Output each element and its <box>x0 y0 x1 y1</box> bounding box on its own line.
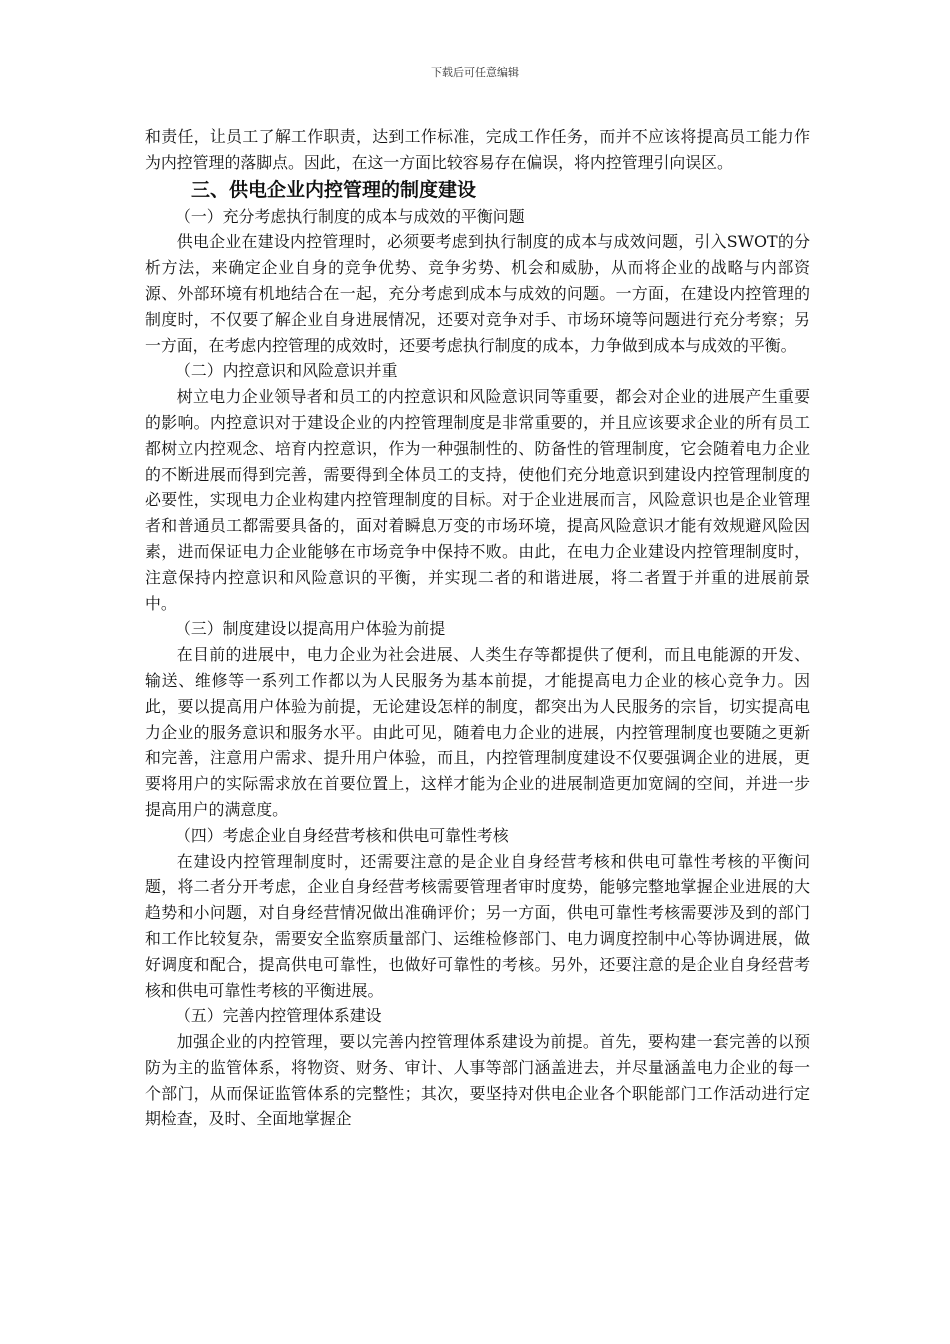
subheading-5: （五）完善内控管理体系建设 <box>175 1006 382 1026</box>
paragraph-2: 树立电力企业领导者和员工的内控意识和风险意识同等重要，都会对企业的进展产生重要的影响。内控意识对于建设企业的内控管理制度是非常重要的，并且应该要求企业的所有员工都树立内控观念、培育内控意识，作为一种强制性的、防备性的管理制度，它会随着电力企业的不断进展而得到完善，需要得到全体员工的支持，使他们充分地意识到建设内控管理制度的必要性，实现电力企业构建内控管理制度的目标。对于企业进展而言，风险意识也是企业管理者和普通员工都需要具备的，面对着瞬息万变的市场环境，提高风险意识才能有效规避风险因素，进而保证电力企业能够在市场竞争中保持不败。由此，在电力企业建设内控管理制度时，注意保持内控意识和风险意识的平衡，并实现二者的和谐进展，将二者置于并重的进展前景中。 <box>145 387 810 613</box>
subheading-3: （三）制度建设以提高用户体验为前提 <box>175 619 446 639</box>
paragraph-continuation: 和责任，让员工了解工作职责，达到工作标准，完成工作任务，而并不应该将提高员工能力作为内控管理的落脚点。因此，在这一方面比较容易存在偏误，将内控管理引向误区。 <box>145 127 810 172</box>
subheading-2: （二）内控意识和风险意识并重 <box>175 361 398 381</box>
subheading-1: （一）充分考虑执行制度的成本与成效的平衡问题 <box>175 206 525 226</box>
subheading-4: （四）考虑企业自身经营考核和供电可靠性考核 <box>175 825 509 845</box>
paragraph-5: 加强企业的内控管理，要以完善内控管理体系建设为前提。首先，要构建一套完善的以预防为主的监管体系，将物资、财务、审计、人事等部门涵盖进去，并尽量涵盖电力企业的每一个部门，从而保证监管体系的完整性；其次，要坚持对供电企业各个职能部门工作活动进行定期检查，及时、全面地掌握企 <box>145 1032 810 1129</box>
paragraph-3: 在目前的进展中，电力企业为社会进展、人类生存等都提供了便利，而且电能源的开发、输送、维修等一系列工作都以为人民服务为基本前提，才能提高电力企业的核心竞争力。因此，要以提高用户体验为前提，无论建设怎样的制度，都突出为人民服务的宗旨，切实提高电力企业的服务意识和服务水平。由此可见，随着电力企业的进展，内控管理制度也要随之更新和完善，注意用户需求、提升用户体验，而且，内控管理制度建设不仅要强调企业的进展，更要将用户的实际需求放在首要位置上，这样才能为企业的进展制造更加宽阔的空间，并进一步提高用户的满意度。 <box>145 645 810 819</box>
paragraph-4: 在建设内控管理制度时，还需要注意的是企业自身经营考核和供电可靠性考核的平衡问题，将二者分开考虑，企业自身经营考核需要管理者审时度势，能够完整地掌握企业进展的大趋势和小问题，对自身经营情况做出准确评价；另一方面，供电可靠性考核需要涉及到的部门和工作比较复杂，需要安全监察质量部门、运维检修部门、电力调度控制中心等协调进展，做好调度和配合，提高供电可靠性，也做好可靠性的考核。另外，还要注意的是企业自身经营考核和供电可靠性考核的平衡进展。 <box>145 851 810 1000</box>
paragraph-1: 供电企业在建设内控管理时，必须要考虑到执行制度的成本与成效问题，引入SWOT的分析方法，来确定企业自身的竞争优势、竞争劣势、机会和威胁，从而将企业的战略与内部资源、外部环境有机地结合在一起，充分考虑到成本与成效的问题。一方面，在建设内控管理的制度时，不仅要了解企业自身进展情况，还要对竞争对手、市场环境等问题进行充分考察；另一方面，在考虑内控管理的成效时，还要考虑执行制度的成本，力争做到成本与成效的平衡。 <box>145 232 810 355</box>
page-header: 下载后可任意编辑 <box>431 66 519 79</box>
document-body <box>145 124 810 1132</box>
section-heading-3: 三、供电企业内控管理的制度建设 <box>191 178 477 201</box>
